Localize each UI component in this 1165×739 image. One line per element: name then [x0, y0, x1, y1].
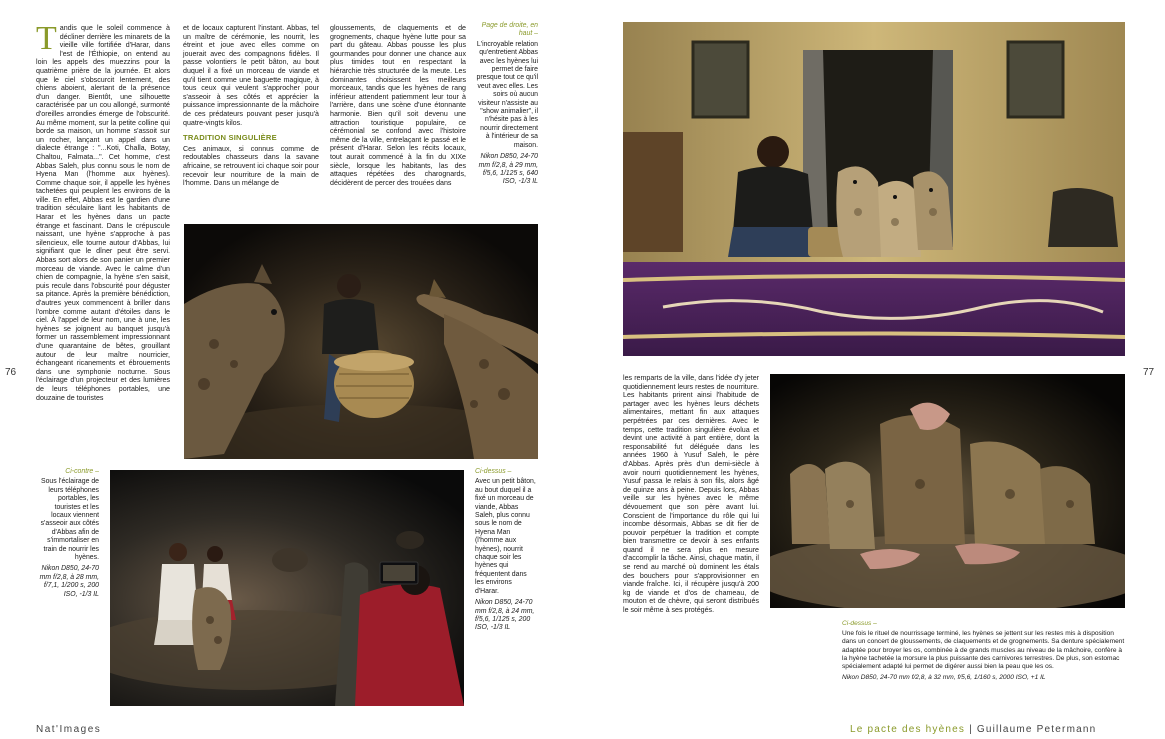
- caption-meta: Nikon D850, 24-70 mm f/2,8, à 28 mm, f/7,1, 1/200 s, 200 ISO, -1/3 IL: [39, 565, 99, 598]
- article-text-2b: Ces animaux, si connus comme de redoutables chasseurs dans la savane africaine, se retrouvent ici chaque soir pour recevoir leur nourriture de la main de l'homme. Dans un mélange de: [183, 144, 319, 188]
- footer-separator: |: [969, 724, 973, 735]
- article-column-4: [623, 374, 759, 615]
- caption-meta: Nikon D850, 24-70 mm f/2,8, à 24 mm, f/5,6, 1/125 s, 200 ISO, -1/3 IL: [475, 599, 535, 632]
- caption-meta: Nikon D850, 24-70 mm f/2,8, à 29 mm, f/5,6, 1/125 s, 640 ISO, -1/3 IL: [478, 153, 538, 186]
- caption-text: Sous l'éclairage de leurs téléphones portables, les touristes et les locaux viennent s'asseoir aux côtés d'Abbas afin de s'immortaliser en train de nourrir les hyènes.: [40, 478, 99, 562]
- article-text-3: gloussements, de claquements et de grognements, chaque hyène lutte pour sa part du gâteau. Abbas pousse les plus gourmandes pour donner une chance aux plus timides tout en respectant la hiérarchie très structurée de la meute. Les dominantes choisissent les meilleurs morceaux, tandis que les hyènes de rang inférieur attendent patiemment leur tour à l'arrière, dans une scène d'une étonnante harmonie. Bien qu'il soit devenu une attraction touristique populaire, ce cérémonial se confond avec l'histoire même de la ville, entrelaçant le passé et le présent d'Harar. Selon les récits locaux, tout aurait commencé à la fin du XIXe siècle, lorsque les habitants, las des attaques répétées des charognards, décidèrent de percer des trouées dans: [330, 24, 466, 187]
- photo-tourists-phones-art: [110, 470, 464, 706]
- magazine-name-b: Images: [59, 724, 102, 735]
- caption-label: Ci-dessus –: [842, 620, 877, 627]
- caption-label: Ci-contre –: [65, 468, 99, 475]
- story-title: Le pacte des hyènes: [850, 724, 966, 735]
- caption-top-right: [476, 22, 538, 187]
- photo-tourists-phones: [110, 470, 464, 706]
- footer-magazine: [36, 724, 101, 735]
- article-text-2: et de locaux capturent l'instant. Abbas, tel un maître de cérémonie, les nourrit, les étreint et joue avec elles comme on jouerait avec des compagnons fidèles. Il passe volontiers le petit bâton, au bout duquel il a fixé un morceau de viande et qu'il tient comme une baguette magique, à tous ceux qui veulent s'approcher pour s'asseoir à ses côtés et apprécier la puissance impressionnante de la mâchoire de ces prédateurs pouvant peser jusqu'à quatre-vingts kilos.: [183, 24, 319, 127]
- caption-label: Ci-dessus –: [475, 468, 512, 475]
- article-text-4: les remparts de la ville, dans l'idée d'y jeter quotidiennement leurs restes de nourriture. Les habitants prirent ainsi l'habitude de partager avec les hyènes leurs déchets alimentaires, mettant fin aux attaques perpétrées par ces dernières. Avec le temps, cette tradition singulière évolua et devint une activité à part entière, dont la responsabilité fut déléguée dans les années 1960 à Yusuf Saleh, le père d'Abbas. Après près d'un demi-siècle à avoir nourri quotidiennement les hyènes, Yusuf passa le relais à son fils, alors âgé de quinze ans à peine. Depuis lors, Abbas veille sur les hyènes avec le même dévouement que son père avant lui. Conscient de l'importance du rôle qui lui incombe désormais, Abbas se dit fier de pouvoir perpétuer la tradition et compte bien transmettre ce devoir à ses enfants quand il ne sera plus en mesure d'accomplir la tâche. Ainsi, chaque matin, il se rend au marché où dominent les étals des bouchers pour s'approvisionner en viande fraîche. Ici, il récupère jusqu'à 200 kg de viande et d'os de chameau, de mouton et de chèvre, qui seront distribués le soir même à ses protégés.: [623, 374, 759, 615]
- photo-indoor-feeding: [623, 22, 1125, 356]
- author-name: Guillaume Petermann: [976, 724, 1097, 735]
- photo-hyenas-meat: [770, 374, 1125, 608]
- magazine-name-a: Nat': [36, 724, 60, 735]
- caption-label: Page de droite, en haut –: [481, 22, 538, 38]
- photo-abbas-basket-art: [184, 224, 538, 459]
- footer-story: [850, 724, 1096, 735]
- caption-text: L'incroyable relation qu'entretient Abbas avec les hyènes lui permet de faire presque tout ce qu'il veut avec elles. Les soirs où aucun visiteur n'assiste au "show animalier", il n'hésite pas à les nourrir directement à l'intérieur de sa maison.: [476, 40, 538, 149]
- dropcap: T: [36, 20, 57, 57]
- caption-ci-contre: [38, 468, 99, 599]
- page-number-right: 77: [1143, 367, 1155, 378]
- caption-ci-dessus-left: [475, 468, 537, 633]
- article-column-2: [183, 24, 319, 188]
- article-column-1: [36, 20, 170, 402]
- photo-abbas-basket: [184, 224, 538, 459]
- caption-ci-dessus-right: [842, 620, 1125, 682]
- caption-text: Une fois le rituel de nourrissage terminé, les hyènes se jettent sur les restes mis à disposition dans un concert de gloussements, de claquements et de grognements. Sa denture spécialement adaptée pour broyer les os, combinée à de grands muscles au niveau de la mâchoire, confère à la hyène tachetée la morsure la plus puissante des carnivores terrestres. De plus, son estomac spécialement adapté lui permet de digérer aussi bien la peau que les os.: [842, 630, 1125, 671]
- section-heading: TRADITION SINGULIÈRE: [183, 133, 277, 143]
- page-number-left: 76: [5, 367, 17, 378]
- article-text-1: andis que le soleil commence à décliner derrière les minarets de la vieille ville fortifiée d'Harar, dans l'est de l'Éthiopie, on entend au loin les appels des muezzins pour la quatrième prière de la journée. Et alors que le ciel s'obscurcit lentement, des chiens aboient, alertant de la présence d'un danger. Bientôt, une silhouette caractérisée par un cou allongé, surmonté d'oreilles arrondies émerge de l'obscurité. Au même moment, sur la petite colline qui borde sa maison, un homme s'assoit sur un rocher, lançant un appel dans un dialecte étrange : "...Koti, Challa, Botay, Chaltou, Falmata...". Cet homme, c'est Abbas Saleh, plus connu sous le nom de Hyena Man (l'homme aux hyènes). Comme chaque soir, il appelle les hyènes tachetées qui peuplent les environs de la ville. En effet, Abbas est le gardien d'une tradition séculaire liant les habitants de Harar et les hyènes dans un pacte étrange et fascinant. Dans le crépuscule naissant, une hyène s'approche à pas silencieux, elle tourne autour d'Abbas, lui signifiant que le dîner peut être servi. Abbas sort alors de son panier un premier morceau de viande. Avec le calme d'un chien de compagnie, la hyène s'en saisit, puis recule dans l'obscurité pour déguster sa pitance. Après la première bénédiction, d'autres yeux commencent à briller dans l'ombre comme autant d'étoiles dans le ciel. À l'appel de leur nom, une à une, les hyènes se joignent au banquet jusqu'à former un rassemblement impressionnant d'une quarantaine de bêtes, grouillant autour de leur maître nourricier, échangeant ricanements et ébrouements dans une symphonie nocturne. Sous l'éclairage d'un projecteur et des lumières de leurs téléphones portables, une douzaine de touristes: [36, 24, 170, 402]
- caption-meta: Nikon D850, 24-70 mm f/2,8, à 32 mm, f/5,6, 1/160 s, 2000 ISO, +1 IL: [842, 674, 1046, 682]
- caption-text: Avec un petit bâton, au bout duquel il a fixé un morceau de viande, Abbas Saleh, plus connu sous le nom de Hyena Man (l'homme aux hyènes), nourrit chaque soir les hyènes qui fréquentent dans les environs d'Harar.: [475, 478, 536, 595]
- article-column-3: [330, 24, 466, 187]
- photo-hyenas-meat-art: [770, 374, 1125, 608]
- photo-indoor-feeding-art: [623, 22, 1125, 356]
